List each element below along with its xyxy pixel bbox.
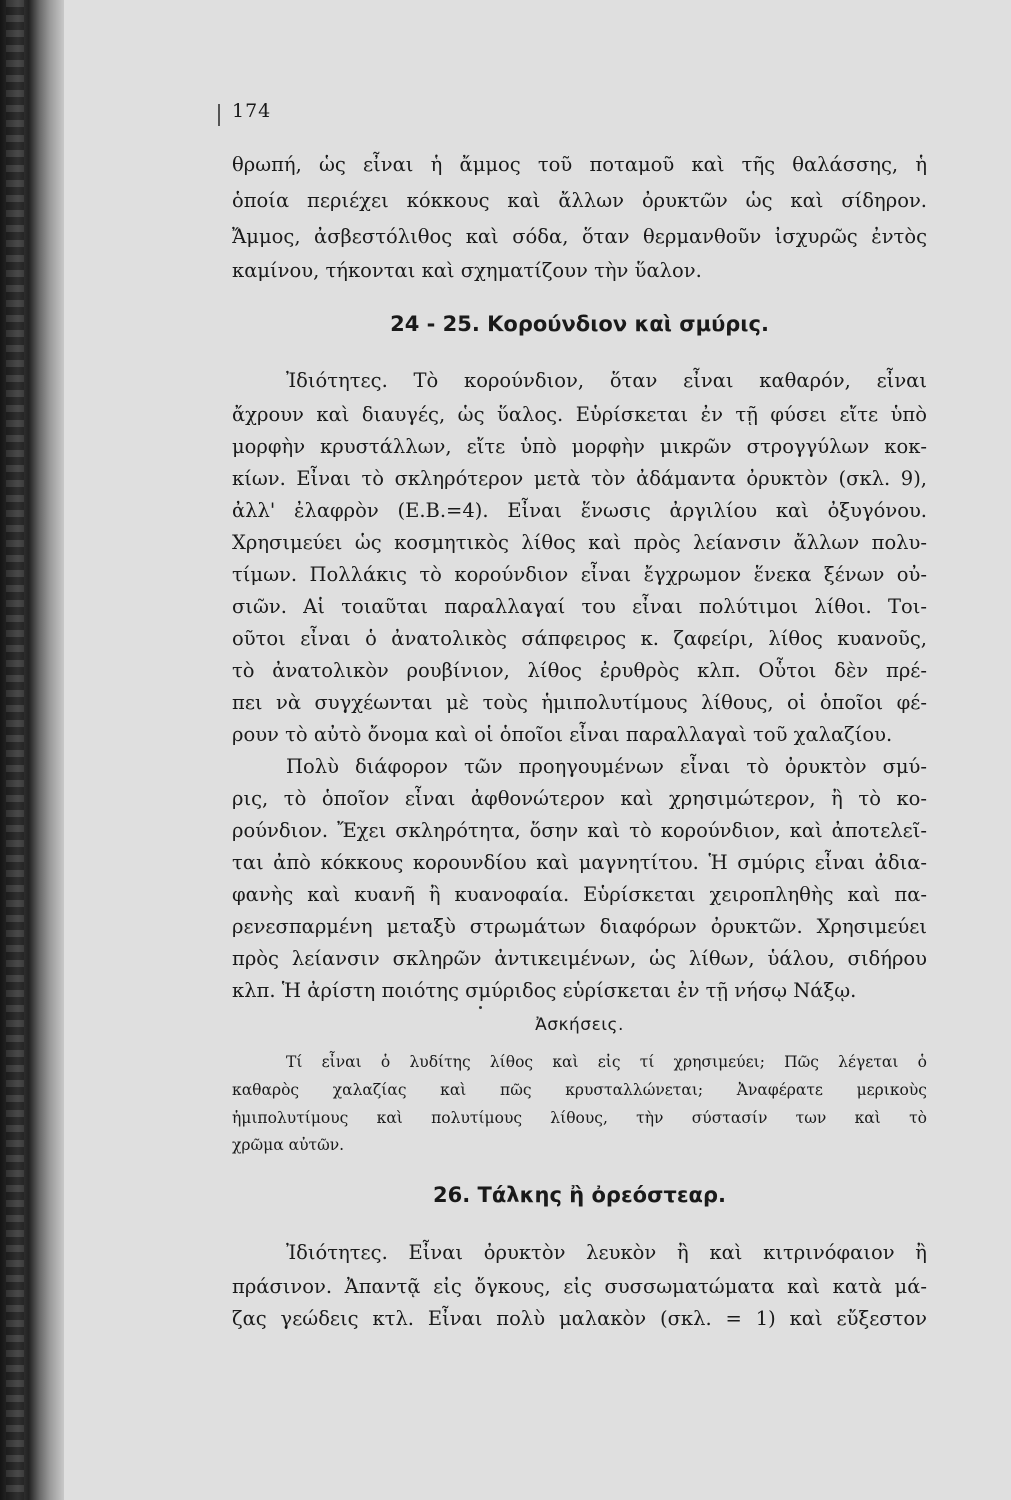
page-number: 174 bbox=[232, 100, 272, 122]
exercise-line: καθαρὸς χαλαζίας καὶ πῶς κρυσταλλώνεται; Ἀναφέρατε μερικοὺς bbox=[232, 1081, 927, 1099]
section-1-line: τὸ ἀνατολικὸν ρουβίνιον, λίθος ἐρυθρὸς κλπ. Οὗτοι δὲν πρέ- bbox=[232, 659, 927, 682]
section-1-line: τίμων. Πολλάκις τὸ κορούνδιον εἶναι ἔγχρωμον ἕνεκα ξένων οὐ- bbox=[232, 563, 927, 586]
section-1-line: οῦτοι εἶναι ὁ ἀνατολικὸς σάπφειρος κ. ζαφείρι, λίθος κυανοῦς, bbox=[232, 627, 927, 650]
exercise-line: ἡμιπολυτίμους καὶ πολυτίμους λίθους, τὴν σύστασίν των καὶ τὸ bbox=[232, 1109, 927, 1127]
section-1-para2-line: κλπ. Ἡ ἀρίστη ποιότης σμύριδος εὑρίσκεται ἐν τῇ νήσῳ Νάξῳ. bbox=[232, 979, 857, 1002]
margin-mark bbox=[218, 104, 220, 126]
section-1-para2-line: φανὴς καὶ κυανῆ ἢ κυανοφαία. Εὑρίσκεται χειροπληθὴς καὶ πα- bbox=[232, 883, 927, 906]
section-heading-corundum: 24 - 25. Κορούνδιον καὶ σμύρις. bbox=[390, 312, 769, 336]
section-1-para2-line: πρὸς λείανσιν σκληρῶν ἀντικειμένων, ὡς λίθων, ὑάλου, σιδήρου bbox=[232, 947, 927, 970]
intro-line: ὁποία περιέχει κόκκους καὶ ἄλλων ὀρυκτῶν ὡς καὶ σίδηρον. bbox=[232, 189, 927, 212]
section-1-para2-line: Πολὺ διάφορον τῶν προηγουμένων εἶναι τὸ ὀρυκτὸν σμύ- bbox=[286, 755, 927, 778]
section-1-line: κίων. Εἶναι τὸ σκληρότερον μετὰ τὸν ἀδάμαντα ὀρυκτὸν (σκλ. 9), bbox=[232, 467, 927, 490]
section-1-line: μορφὴν κρυστάλλων, εἴτε ὑπὸ μορφὴν μικρῶν στρογγύλων κοκ- bbox=[232, 435, 927, 458]
stray-dot bbox=[479, 1006, 482, 1009]
section-1-para2-line: ρις, τὸ ὁποῖον εἶναι ἀφθονώτερον καὶ χρησιμώτερον, ἢ τὸ κο- bbox=[232, 787, 927, 810]
section-1-line: ἄχρουν καὶ διαυγές, ὡς ὕαλος. Εὑρίσκεται ἐν τῇ φύσει εἴτε ὑπὸ bbox=[232, 403, 927, 426]
section-heading-talc: 26. Τάλκης ἢ ὀρεόστεαρ. bbox=[433, 1183, 726, 1207]
section-1-line: πει νὰ συγχέωνται μὲ τοὺς ἡμιπολυτίμους λίθους, οἱ ὁποῖοι φέ- bbox=[232, 691, 927, 714]
section-1-para2-line: ρούνδιον. Ἔχει σκληρότητα, ὅσην καὶ τὸ κορούνδιον, καὶ ἀποτελεῖ- bbox=[232, 819, 927, 842]
section-1-para2-line: ρενεσπαρμένη μεταξὺ στρωμάτων διαφόρων ὀρυκτῶν. Χρησιμεύει bbox=[232, 915, 927, 938]
intro-line: καμίνου, τήκονται καὶ σχηματίζουν τὴν ὕαλον. bbox=[232, 259, 702, 282]
book-binding-edge bbox=[0, 0, 64, 1500]
intro-line: Ἄμμος, ἀσβεστόλιθος καὶ σόδα, ὅταν θερμανθοῦν ἰσχυρῶς ἐντὸς bbox=[232, 225, 927, 248]
section-1-para2-line: ται ἀπὸ κόκκους κορουνδίου καὶ μαγνητίτου. Ἡ σμύρις εἶναι ἀδια- bbox=[232, 851, 927, 874]
section-1-line: ἀλλ' ἐλαφρὸν (Ε.Β.=4). Εἶναι ἕνωσις ἀργιλίου καὶ ὀξυγόνου. bbox=[232, 499, 927, 522]
section-2-line: ζας γεώδεις κτλ. Εἶναι πολὺ μαλακὸν (σκλ. = 1) καὶ εὔξεστον bbox=[232, 1307, 927, 1330]
section-1-line: σιῶν. Αἱ τοιαῦται παραλλαγαί του εἶναι πολύτιμοι λίθοι. Τοι- bbox=[232, 595, 927, 618]
section-1-line: Χρησιμεύει ὡς κοσμητικὸς λίθος καὶ πρὸς λείανσιν ἄλλων πολυ- bbox=[232, 531, 927, 554]
section-2-line: πράσινον. Ἀπαντᾷ εἰς ὄγκους, εἰς συσσωματώματα καὶ κατὰ μά- bbox=[232, 1275, 927, 1298]
exercise-line: χρῶμα αὐτῶν. bbox=[232, 1136, 345, 1154]
section-1-line: Ἰδιότητες. Τὸ κορούνδιον, ὅταν εἶναι καθαρόν, εἶναι bbox=[286, 369, 927, 392]
section-1-line: ρουν τὸ αὐτὸ ὄνομα καὶ οἱ ὁποῖοι εἶναι παραλλαγαὶ τοῦ χαλαζίου. bbox=[232, 723, 893, 746]
exercises-heading: Ἀσκήσεις. bbox=[535, 1015, 624, 1035]
intro-line: θρωπή, ὡς εἶναι ἡ ἄμμος τοῦ ποταμοῦ καὶ τῆς θαλάσσης, ἡ bbox=[232, 153, 927, 176]
section-2-line: Ἰδιότητες. Εἶναι ὀρυκτὸν λευκὸν ἢ καὶ κιτρινόφαιον ἢ bbox=[286, 1241, 927, 1264]
exercise-line: Τί εἶναι ὁ λυδίτης λίθος καὶ εἰς τί χρησιμεύει; Πῶς λέγεται ὁ bbox=[286, 1053, 927, 1071]
